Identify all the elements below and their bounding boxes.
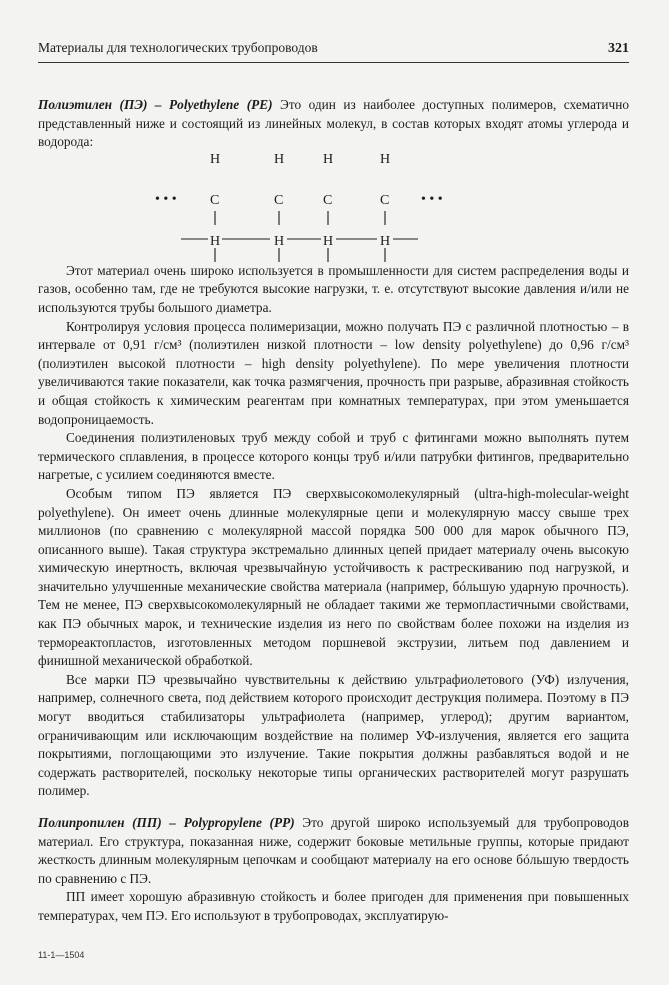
carbon-atom: C [210,192,220,208]
formula-labels [38,112,629,249]
hydrogen-atom: H [323,151,334,167]
chapter-title: Материалы для технологических трубопроводов [38,40,318,55]
polyethylene-structural-formula [38,152,629,254]
hydrogen-atom: H [210,151,221,167]
body-paragraph: Этот материал очень широко используется в промышленности для систем распределения воды и газов, особенно там, где не требуются высокие нагрузки, т. е. отсутствуют высокие давления и/или не используются трубы большого диаметра. [38,262,629,315]
hydrogen-atom: H [323,233,334,249]
hydrogen-atom: H [210,233,221,249]
pp-term: Полипропилен (ПП) – Polypropylene (PP) [38,815,295,830]
body-paragraph: Соединения полиэтиленовых труб между собой и труб с фитингами можно выполнять путем термического сплавления, в процессе которого концы труб и/или патрубки фитингов, предварительно нагретые, с усилием соединяются вместе. [38,430,629,483]
pe-intro-text: Это один из наиболее доступных полимеров, схематично представленный ниже и состоящий из линейных молекул, в состав которых входят атомы углерода и водорода: [38,97,629,150]
pe-term: Полиэтилен (ПЭ) – Polyethylene (PE) [38,97,273,112]
chain-end-left: • • • [155,191,177,207]
running-header [38,40,629,63]
body-paragraph: ПП имеет хорошую абразивную стойкость и более пригоден для применения при повышенных температурах, чем ПЭ. Его используют в трубопроводах, эксплуатирую- [38,889,629,923]
body-paragraph: Особым типом ПЭ является ПЭ сверхвысокомолекулярный (ultra-high-molecular-weight polyethylene). Он имеет очень длинные молекулярные цепи и молекулярную массу свыше трех миллионов (по сравнению с молекулярной массой порядка 500 000 для марок обычного ПЭ, описанного выше). Такая структура экстремально длинных цепей придает материалу очень высокую химическую инертность, включая чрезвычайную устойчивость к растрескиванию под нагрузкой, и значительно улучшенные механические свойства материала (например, бóльшую ударную прочность). Тем не менее, ПЭ сверхвысокомолекулярный не обладает такими же термопластичными свойствами, как ПЭ обычных марок, и технические изделия из него по свойствам более похожи на изделия из термореактопластов, изготовленных методом поршневой экструзии, литьем под давлением и финишной механической обработкой. [38,485,629,669]
page-number: 321 [608,41,629,56]
hydrogen-atom: H [380,151,391,167]
body-paragraph: Контролируя условия процесса полимеризации, можно получать ПЭ с различной плотностью – в интервале от 0,91 г/см³ (полиэтилен низкой плотности – low density polyethylene) до 0,96 г/см³ (полиэтилен высокой плотности – high density polyethylene). По мере увеличения плотности увеличиваются такие показатели, как точка размягчения, прочность при разрыве, абразивная стойкость и общая стойкость к химическим реагентам при комнатных температурах, при этом уменьшается водопроницаемость. [38,318,629,427]
hydrogen-atom: H [274,151,285,167]
printer-signature: 11-1—1504 [38,950,85,960]
page-body [38,96,629,926]
hydrogen-atom: H [274,233,285,249]
hydrogen-atom: H [380,233,391,249]
body-paragraph: Все марки ПЭ чрезвычайно чувствительны к действию ультрафиолетового (УФ) излучения, например, солнечного света, под действием которого происходит деструкция полимера. Поэтому в ПЭ могут вводиться стабилизаторы ультрафиолета (например, углерод); другим вариантом, ограничивающим или исключающим воздействие на полимер УФ-излучения, является его защита покрытиями, поглощающими это излучение. Такие покрытия должны разбавляться водой и не содержать растворителей, поскольку некоторые типы органических растворителей могут разрушать полимер. [38,671,629,799]
chain-end-right: • • • [421,191,443,207]
carbon-atom: C [323,192,333,208]
carbon-atom: C [380,192,390,208]
pp-intro-paragraph [38,814,629,888]
carbon-atom: C [274,192,284,208]
pp-intro-text: Это другой широко используемый для трубопроводов материал. Его структура, показанная ниже, содержит боковые метильные группы, которые придают жесткость длинным молекулярным цепочкам и сообщают материалу на его основе бóльшую твердость по сравнению с ПЭ. [38,815,629,886]
